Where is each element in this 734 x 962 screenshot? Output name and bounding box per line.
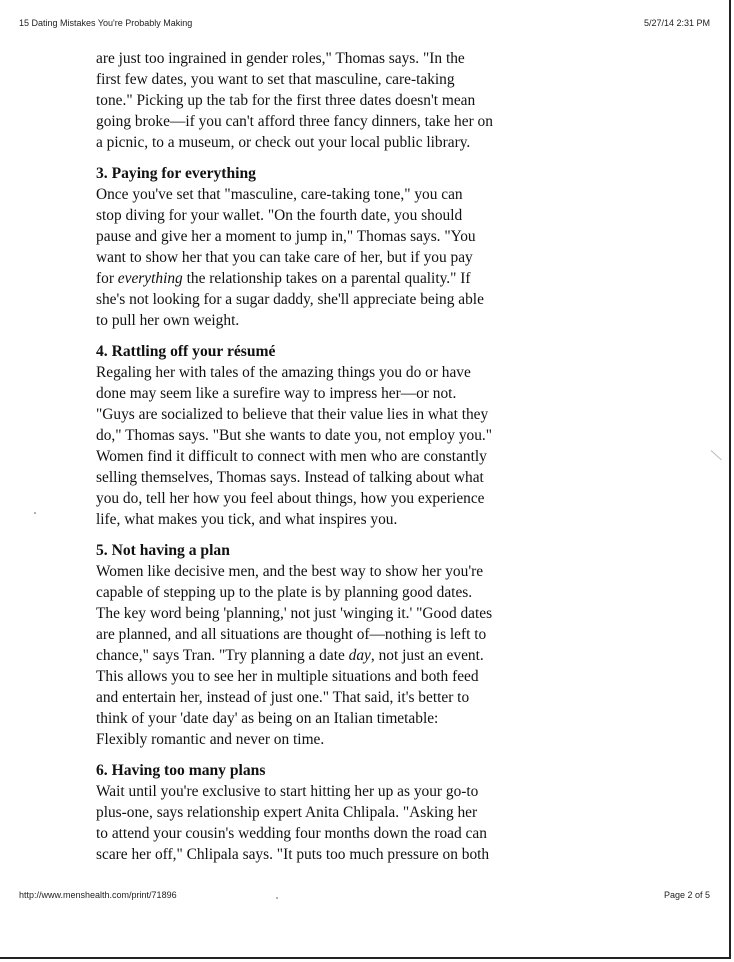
section-heading-3: 3. Paying for everything: [96, 165, 256, 182]
page-url: http://www.menshealth.com/print/71896: [19, 890, 177, 900]
section-paragraph-6: Wait until you're exclusive to start hitting her up as your go-to plus-one, says relationship expert Anita Chlipala. "Asking her to attend your cousin's wedding four months down the road can scare her off," Chlipala says. "It puts too much pressure on both: [96, 783, 490, 863]
page-number: Page 2 of 5: [663, 890, 710, 900]
document-title: 15 Dating Mistakes You're Probably Making: [19, 18, 193, 28]
print-footer: [19, 890, 710, 904]
print-datetime: 5/27/14 2:31 PM: [643, 18, 710, 28]
intro-paragraph: are just too ingrained in gender roles," Thomas says. "In the first few dates, you want to set that masculine, care-taking tone." Picking up the tab for the first three dates doesn't mean going broke—if you can't afford three fancy dinners, take her on a picnic, to a museum, or check out your local public library.: [96, 50, 493, 151]
section-heading-5: 5. Not having a plan: [96, 542, 230, 559]
emphasis-day: day: [348, 647, 371, 664]
section-paragraph-3: Once you've set that "masculine, care-taking tone," you can stop diving for your wallet. "On the fourth date, you should pause and give her a moment to jump in," Thomas says. "You want to show her that you can take care of her, but if you pay for everything the relationship takes on a parental quality." If she's not looking for a sugar daddy, she'll appreciate being able to pull her own weight.: [96, 186, 484, 329]
section-paragraph-4: Regaling her with tales of the amazing things you do or have done may seem like a surefire way to impress her—or not. "Guys are socialized to believe that their value lies in what they do," Thomas says. "But she wants to date you, not employ you." Women find it difficult to connect with men who are constantly selling themselves, Thomas says. Instead of talking about what you do, tell her how you feel about things, how you experience life, what makes you tick, and what inspires you.: [96, 364, 493, 528]
scan-speck: [34, 512, 36, 514]
scan-mark: [711, 450, 722, 460]
section-heading-4: 4. Rattling off your résumé: [96, 343, 276, 360]
article-body: [96, 48, 546, 865]
section-paragraph-5: Women like decisive men, and the best way to show her you're capable of stepping up to the plate is by planning good dates. The key word being 'planning,' not just 'winging it.' "Good dates are planned, and all situations are thought of—nothing is left to chance," says Tran. "Try planning a date day, not just an event. This allows you to see her in multiple situations and both feed and entertain her, instead of just one." That said, it's better to think of your 'date day' as being on an Italian timetable: Flexibly romantic and never on time.: [96, 563, 493, 748]
print-header: [19, 18, 710, 32]
emphasis-everything: everything: [117, 270, 183, 287]
section-heading-6: 6. Having too many plans: [96, 762, 266, 779]
